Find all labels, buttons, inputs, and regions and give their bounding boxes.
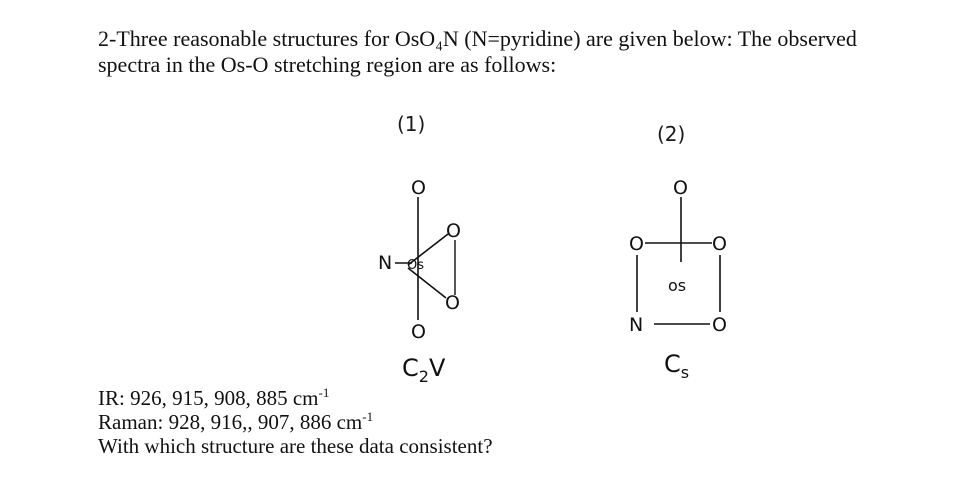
raman-line [98, 410, 493, 434]
s1-sym-sub: 2 [418, 366, 429, 386]
ir-values: IR: 926, 915, 908, 885 cm [98, 386, 319, 410]
s1-sym-main: C [402, 354, 419, 382]
raman-unit-exponent: -1 [362, 409, 374, 424]
final-question: With which structure are these data consistent? [98, 434, 493, 458]
s2-symmetry-label [664, 350, 689, 382]
s2-atom-o-bottom-right: O [712, 314, 727, 336]
s1-atom-n: N [378, 252, 393, 274]
question-line-2: spectra in the Os-O stretching region are as follows: [98, 52, 557, 77]
s1-atom-o-bottom: O [411, 321, 426, 343]
question-line-1: 2-Three reasonable structures for OsO₄N (N=pyridine) are given below: The observed [98, 26, 857, 51]
ir-unit-exponent: -1 [318, 385, 330, 400]
spectra-data [98, 386, 493, 458]
structure-1-label: (1) [397, 112, 426, 136]
s1-atom-o-upper-right: O [446, 220, 461, 242]
raman-values: Raman: 928, 916,, 907, 886 cm [98, 410, 363, 434]
s2-sym-main: C [664, 350, 681, 378]
s2-atom-o-left: O [629, 233, 644, 255]
s1-atom-os: Os [407, 258, 425, 273]
ir-line [98, 386, 493, 410]
s2-atom-o-top: O [673, 177, 688, 199]
s2-atom-n: N [629, 314, 644, 336]
s2-sym-sub: s [680, 362, 690, 382]
s1-atom-o-lower-right: O [445, 292, 460, 314]
structure-2-label: (2) [657, 122, 686, 146]
s1-atom-o-top: O [411, 177, 426, 199]
s2-atom-o-right: O [712, 233, 727, 255]
s1-sym-tail: V [428, 354, 446, 382]
s2-atom-os: os [668, 276, 687, 295]
s1-symmetry-label [402, 354, 445, 386]
